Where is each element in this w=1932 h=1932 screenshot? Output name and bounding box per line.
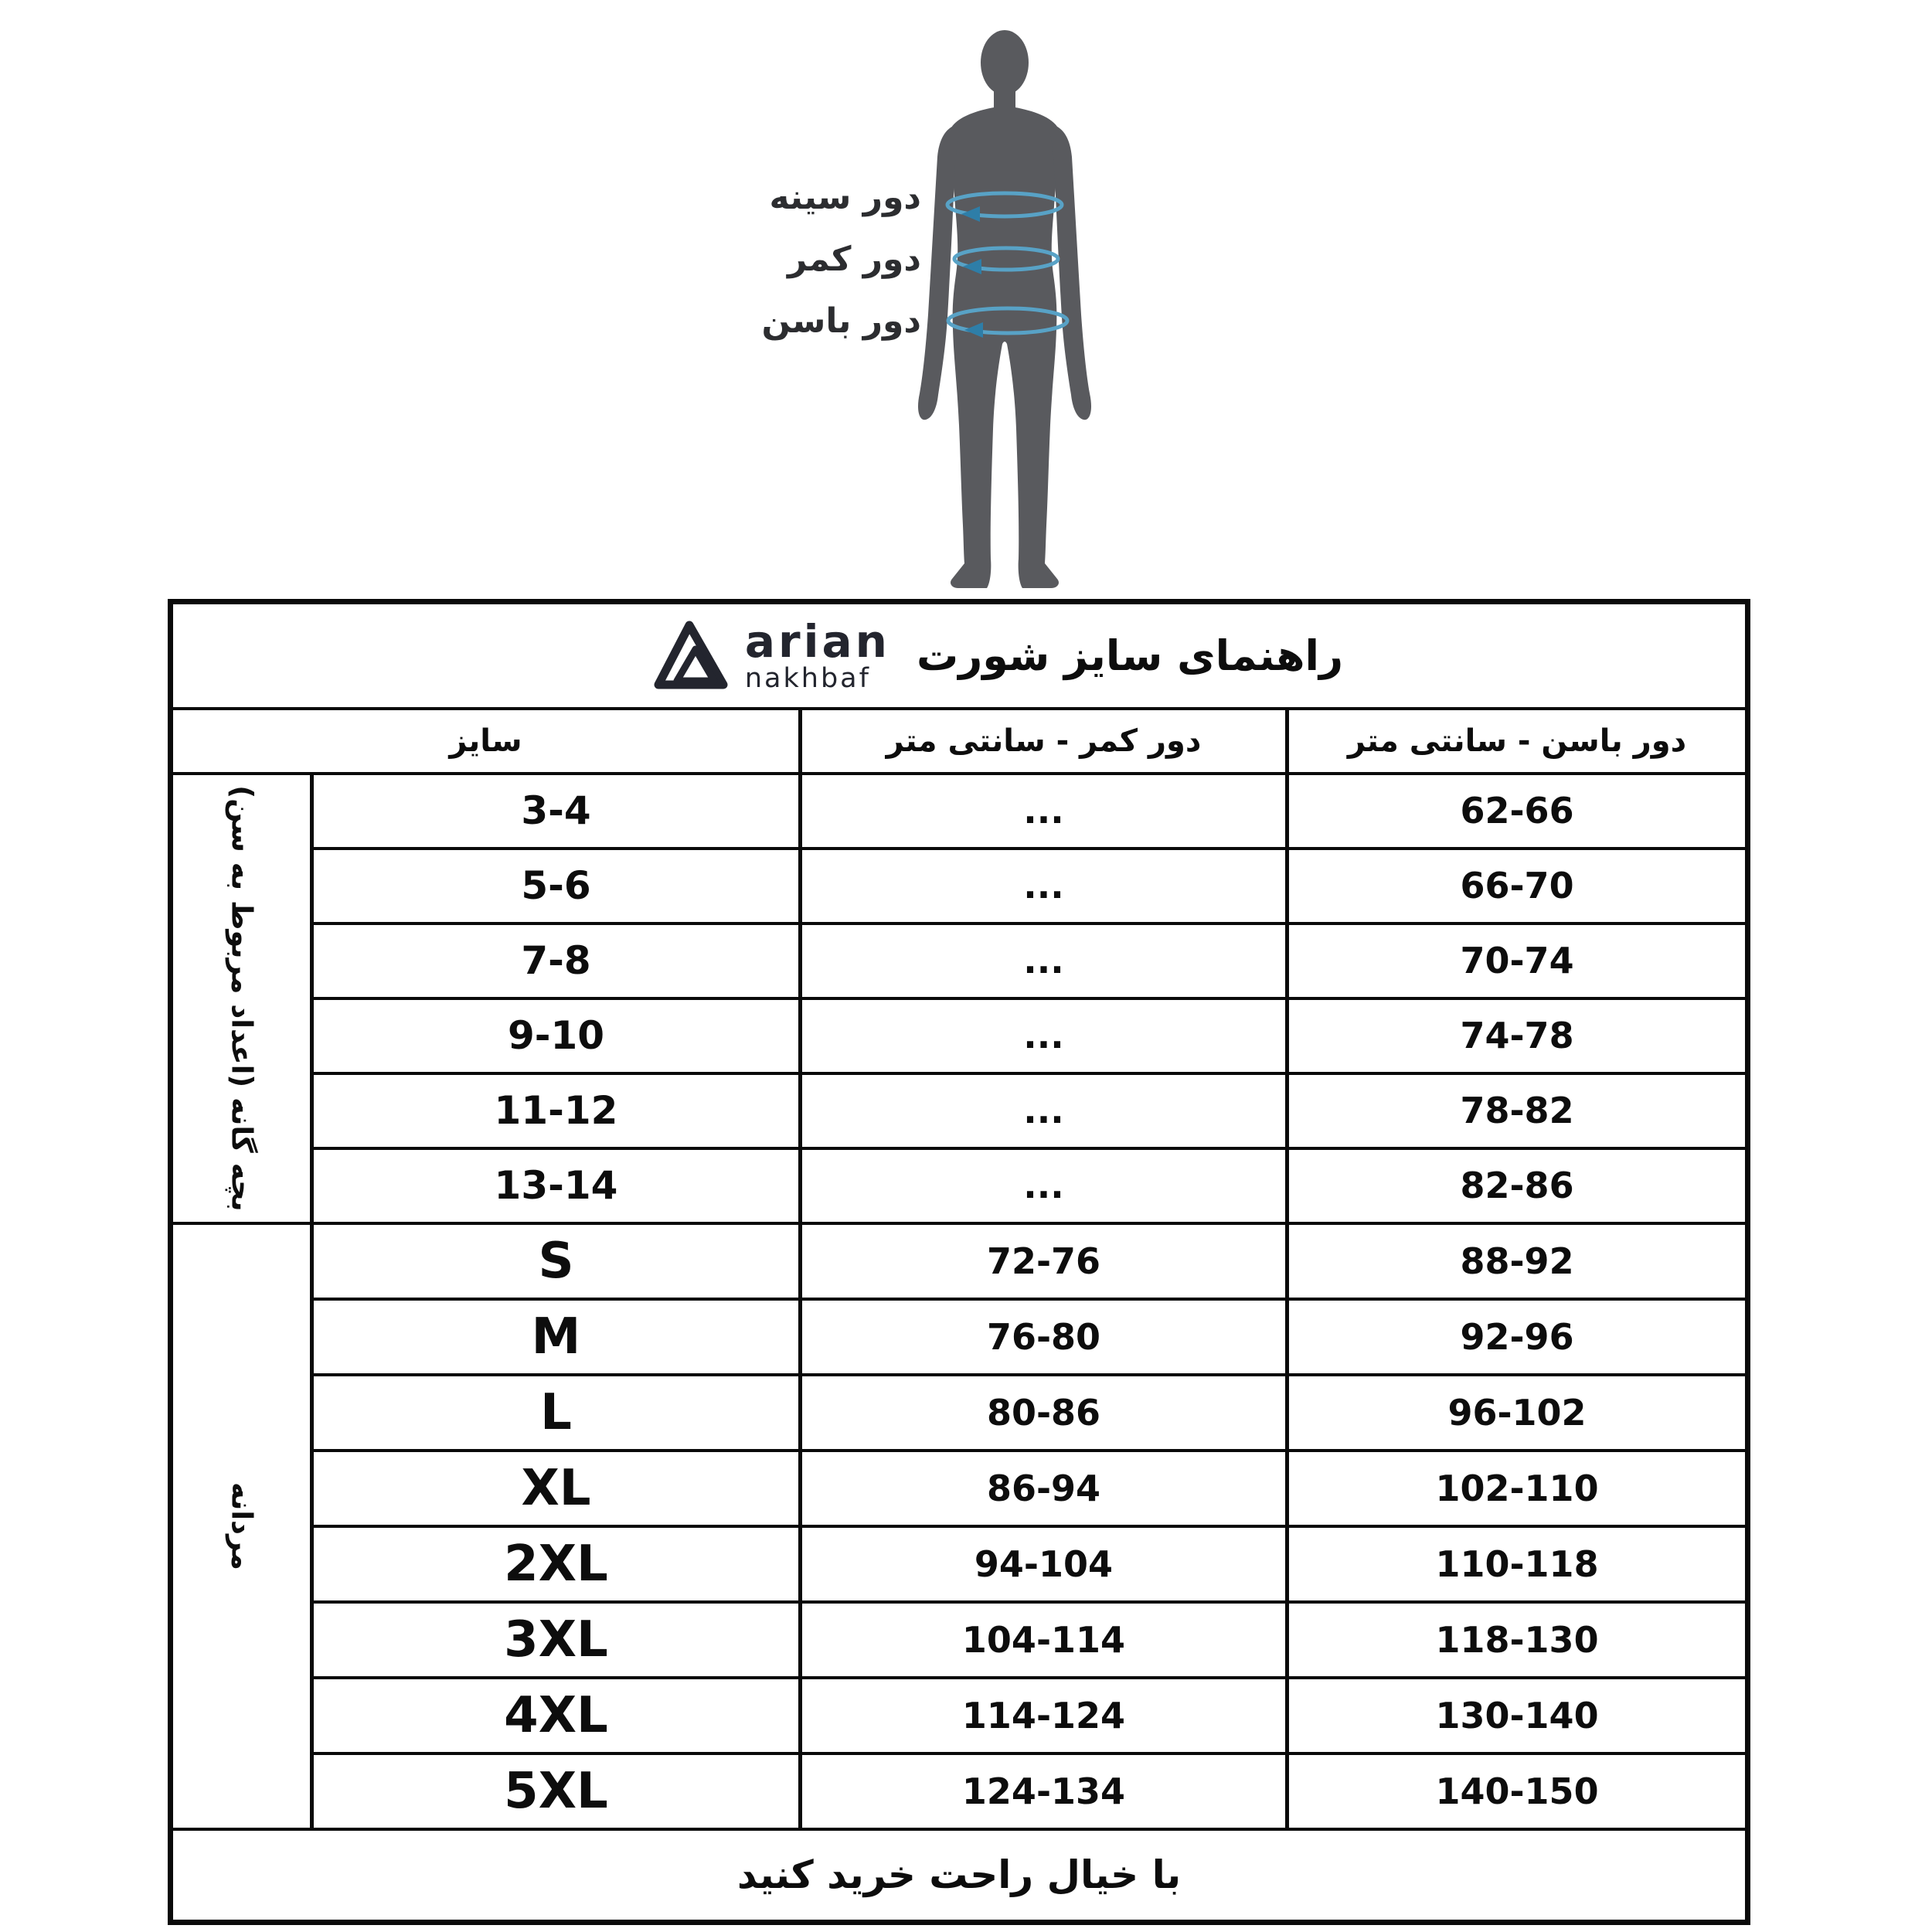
- silhouette-body: [950, 90, 1060, 588]
- waist-cell: ...: [801, 1073, 1287, 1148]
- waist-cell: ...: [801, 774, 1287, 849]
- size-cell: 7-8: [312, 923, 801, 998]
- hip-cell: 70-74: [1287, 923, 1748, 998]
- waist-cell: ...: [801, 849, 1287, 923]
- waist-cell: ...: [801, 998, 1287, 1073]
- table-row: [171, 849, 1748, 923]
- hip-cell: 78-82: [1287, 1073, 1748, 1148]
- header-hip: دور باسن - سانتی متر: [1287, 709, 1748, 774]
- waist-cell: 86-94: [801, 1451, 1287, 1526]
- title-cell: [171, 602, 1748, 709]
- table-header-row: [171, 709, 1748, 774]
- hip-cell: 110-118: [1287, 1526, 1748, 1602]
- silhouette-right-arm: [1049, 124, 1091, 420]
- size-cell: S: [312, 1223, 801, 1299]
- size-cell: 4XL: [312, 1678, 801, 1753]
- waist-cell: ...: [801, 923, 1287, 998]
- size-cell: 5-6: [312, 849, 801, 923]
- table-footer-row: [171, 1829, 1748, 1923]
- hip-cell: 66-70: [1287, 849, 1748, 923]
- hip-cell: 62-66: [1287, 774, 1748, 849]
- arian-triangle-logo-icon: [651, 618, 731, 692]
- section-label-men: مردانه: [171, 1223, 312, 1829]
- silhouette-head: [981, 30, 1029, 95]
- header-waist: دور کمر - سانتی متر: [801, 709, 1287, 774]
- table-row: [171, 923, 1748, 998]
- brand-block: [651, 614, 890, 694]
- size-cell: M: [312, 1299, 801, 1375]
- section-label-kids: بچه گانه (اعداد مربوط به سن): [171, 774, 312, 1223]
- footer-note: با خیال راحت خرید کنید: [171, 1829, 1748, 1923]
- size-cell: XL: [312, 1451, 801, 1526]
- table-row: [171, 1678, 1748, 1753]
- brand-subname: nakhbaf: [744, 662, 871, 694]
- waist-cell: 94-104: [801, 1526, 1287, 1602]
- table-row: [171, 774, 1748, 849]
- hip-cell: 96-102: [1287, 1375, 1748, 1451]
- waist-cell: 72-76: [801, 1223, 1287, 1299]
- table-row: [171, 1223, 1748, 1299]
- hip-cell: 140-150: [1287, 1753, 1748, 1829]
- waist-cell: 76-80: [801, 1299, 1287, 1375]
- hip-cell: 88-92: [1287, 1223, 1748, 1299]
- size-guide-table: [168, 599, 1750, 1925]
- table-row: [171, 998, 1748, 1073]
- hip-cell: 102-110: [1287, 1451, 1748, 1526]
- measure-label-chest: دور سینه: [769, 178, 921, 217]
- hip-cell: 130-140: [1287, 1678, 1748, 1753]
- table-title: راهنمای سایز شورت: [916, 631, 1344, 680]
- brand-name: arian: [744, 614, 890, 668]
- male-silhouette: [900, 27, 1124, 591]
- hip-cell: 82-86: [1287, 1148, 1748, 1223]
- size-cell: L: [312, 1375, 801, 1451]
- table-row: [171, 1148, 1748, 1223]
- silhouette-left-arm: [918, 124, 960, 420]
- table-title-row: [171, 602, 1748, 709]
- table-row: [171, 1375, 1748, 1451]
- size-cell: 2XL: [312, 1526, 801, 1602]
- header-size: سایز: [171, 709, 801, 774]
- body-measurement-diagram: [900, 27, 1124, 591]
- waist-cell: 104-114: [801, 1602, 1287, 1678]
- size-cell: 11-12: [312, 1073, 801, 1148]
- size-cell: 9-10: [312, 998, 801, 1073]
- waist-cell: 114-124: [801, 1678, 1287, 1753]
- table-row: [171, 1451, 1748, 1526]
- measure-label-waist: دور کمر: [787, 240, 921, 279]
- table-row: [171, 1073, 1748, 1148]
- table-row: [171, 1526, 1748, 1602]
- size-cell: 3XL: [312, 1602, 801, 1678]
- size-cell: 13-14: [312, 1148, 801, 1223]
- hip-cell: 118-130: [1287, 1602, 1748, 1678]
- hip-cell: 74-78: [1287, 998, 1748, 1073]
- table-row: [171, 1602, 1748, 1678]
- hip-cell: 92-96: [1287, 1299, 1748, 1375]
- waist-cell: 124-134: [801, 1753, 1287, 1829]
- table-row: [171, 1299, 1748, 1375]
- size-cell: 5XL: [312, 1753, 801, 1829]
- table-row: [171, 1753, 1748, 1829]
- waist-cell: 80-86: [801, 1375, 1287, 1451]
- size-cell: 3-4: [312, 774, 801, 849]
- measure-label-hip: دور باسن: [761, 301, 921, 341]
- waist-cell: ...: [801, 1148, 1287, 1223]
